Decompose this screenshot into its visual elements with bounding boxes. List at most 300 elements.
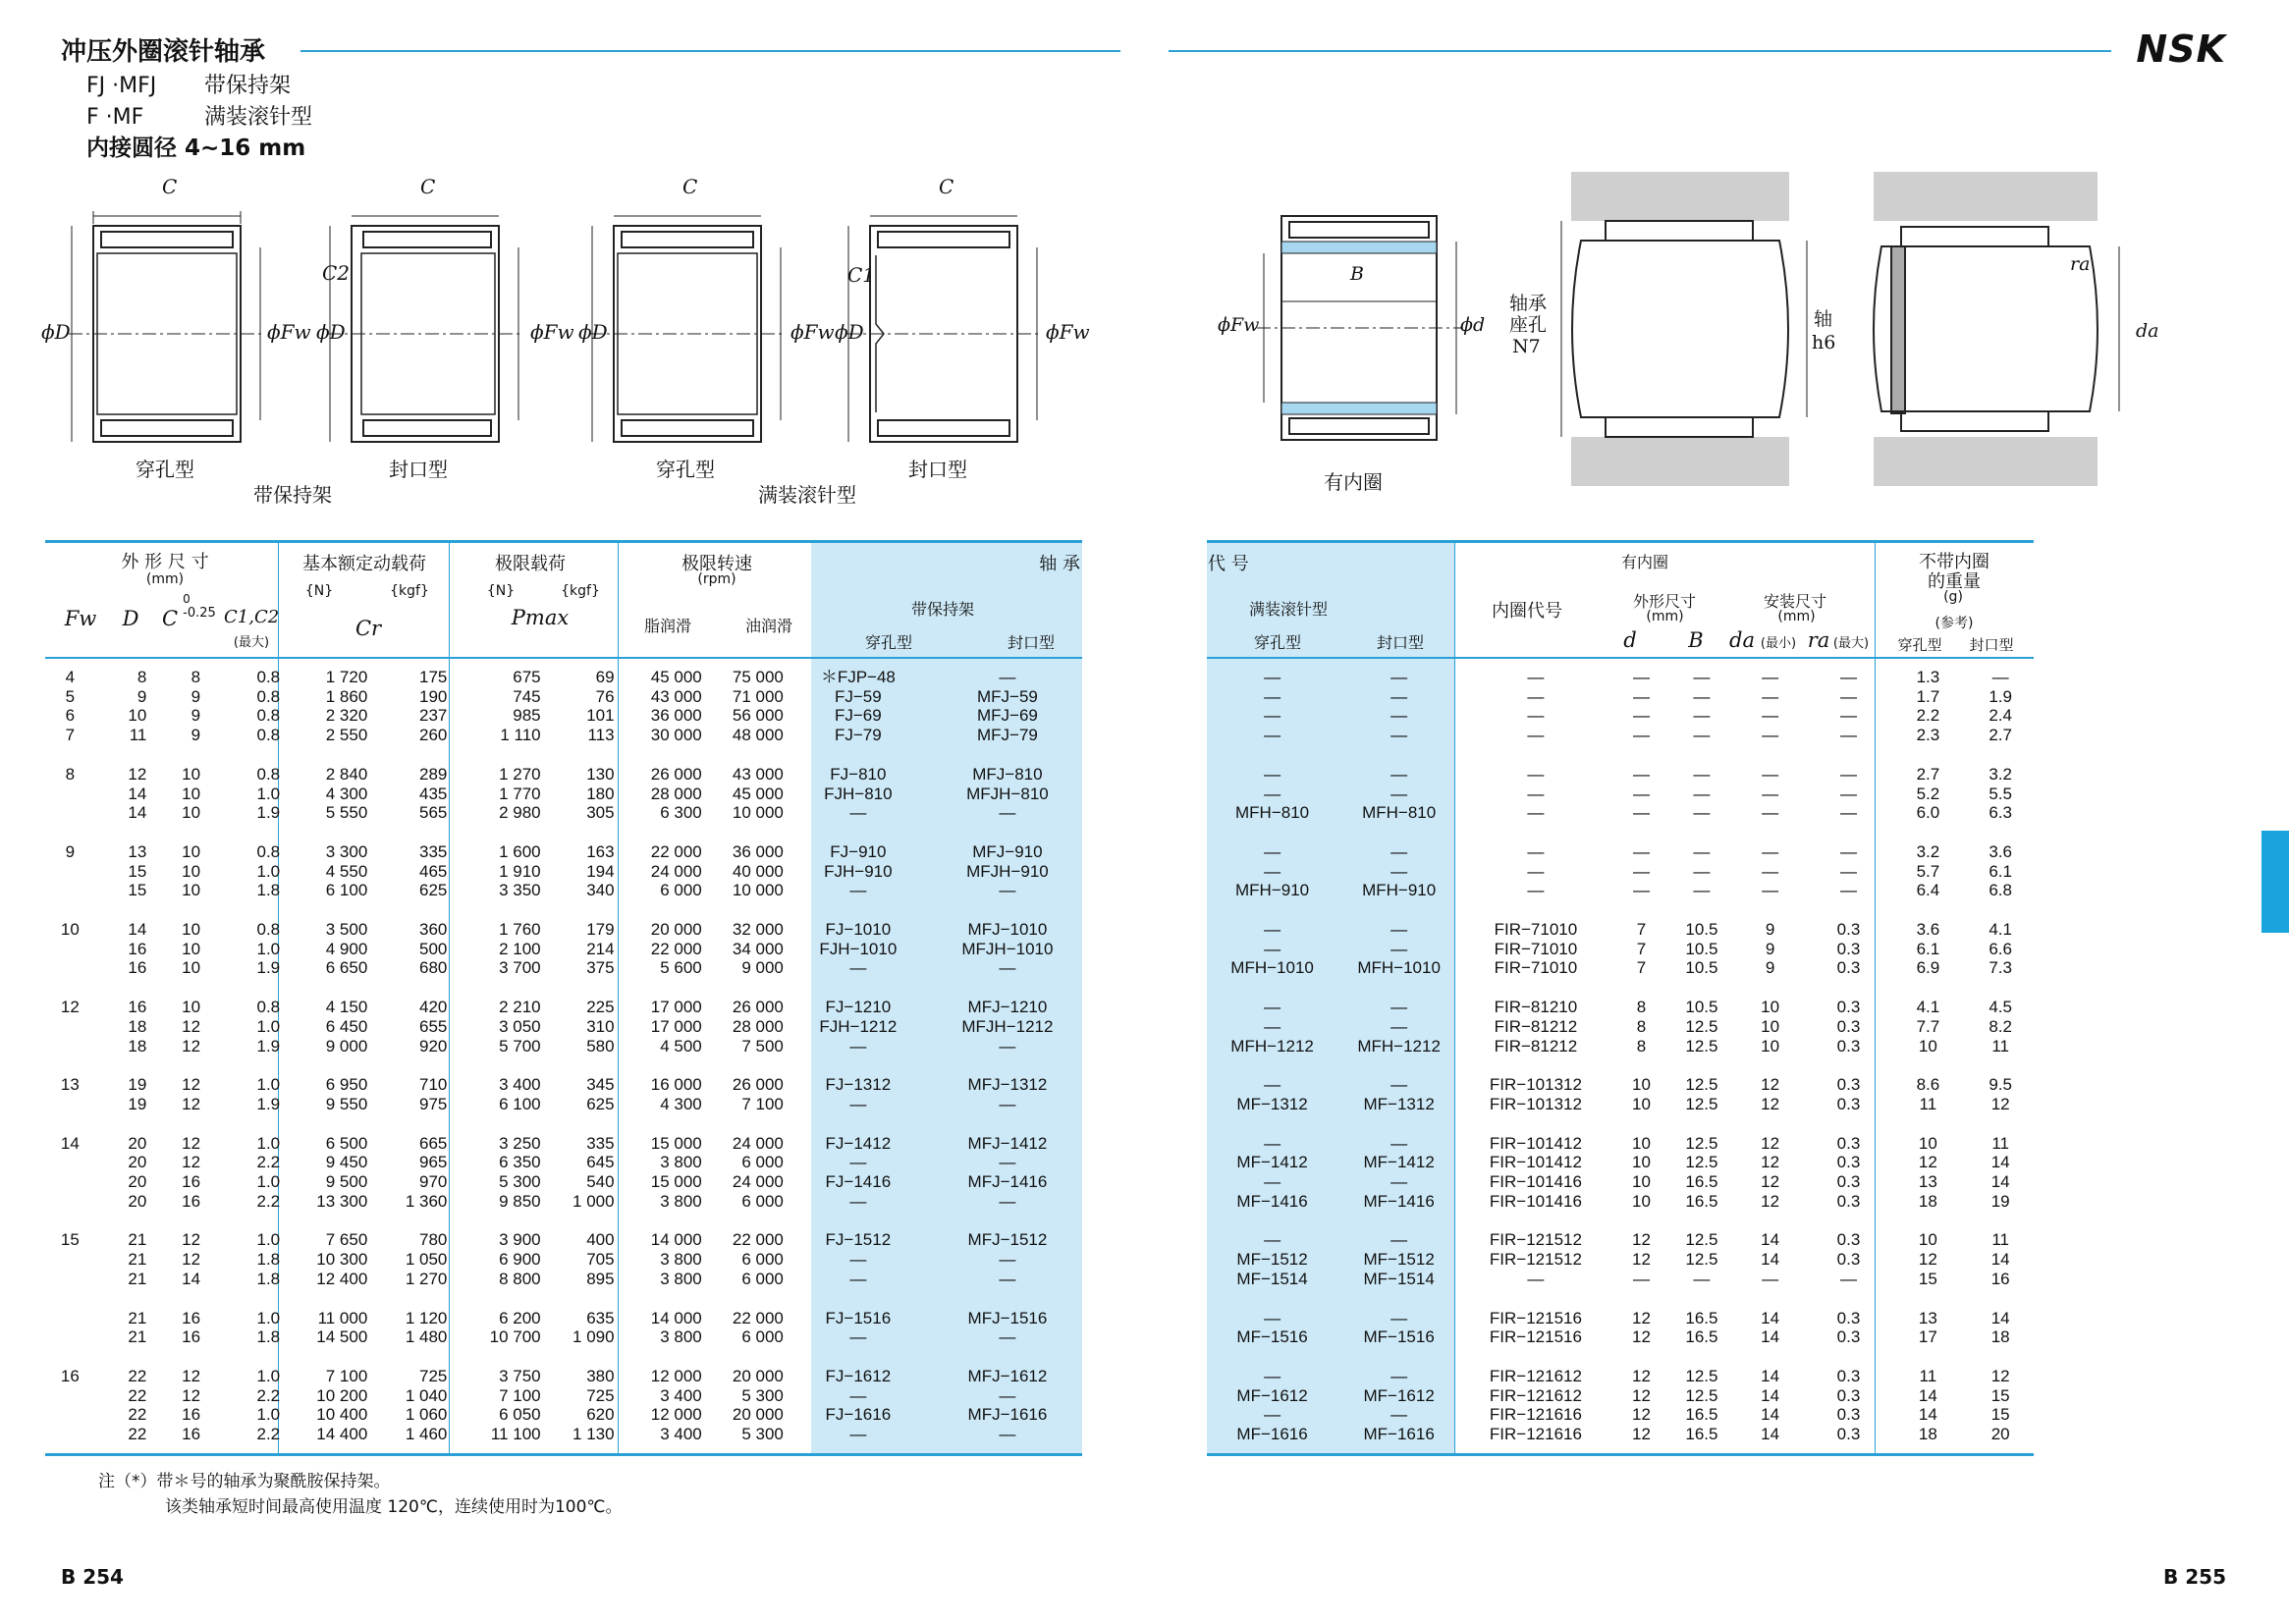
cell-pmax-n: 1 910 [499, 861, 541, 881]
cell-fw [45, 1270, 95, 1289]
cell-cr-kgf: 665 [418, 1133, 448, 1153]
cell-full-closed: MFH−910 [1362, 881, 1437, 900]
cell-inner-code: FIR−121512 [1489, 1230, 1582, 1250]
cell-c: 10 [182, 764, 201, 784]
cell-c: 10 [182, 920, 201, 940]
cell-weight-through: 6.9 [1916, 958, 1940, 978]
cell-d: 19 [128, 1075, 147, 1095]
cell-cr-n: 2 840 [325, 764, 368, 784]
cell-pmax-kgf: 1 090 [572, 1327, 615, 1347]
cell-speed-oil: 5 300 [741, 1425, 784, 1444]
cell-d: — [1632, 726, 1650, 745]
cell-cr-kgf: 360 [418, 920, 448, 940]
cell-full-closed: — [1390, 1133, 1408, 1153]
page-number-left: B 254 [61, 1565, 124, 1589]
cell-pmax-n: 3 400 [499, 1075, 541, 1095]
cell-b: 12.5 [1685, 1366, 1718, 1385]
cell-ra: — [1839, 706, 1857, 726]
cell-d: 18 [128, 1036, 147, 1056]
cell-speed-oil: 75 000 [732, 668, 784, 686]
cell-weight-through: 12 [1918, 1153, 1937, 1172]
cell-c1c2: 1.0 [256, 1172, 281, 1192]
caption-closed: 封口型 [908, 458, 967, 481]
cell-inner-code: FIR−121512 [1489, 1250, 1582, 1270]
cell-d: 22 [128, 1405, 147, 1425]
cell-c1c2: 1.0 [256, 939, 281, 958]
cell-speed-grease: 3 400 [660, 1385, 702, 1405]
hdr-pmax: Pmax [511, 606, 570, 629]
cell-da: 14 [1761, 1308, 1780, 1327]
cell-d: 16 [128, 958, 147, 978]
hdr-da: da [1729, 628, 1755, 652]
cell-inner-code: — [1527, 764, 1545, 784]
cell-c: 10 [182, 841, 201, 861]
table-row [1207, 785, 2034, 804]
cell-d: 20 [128, 1153, 147, 1172]
cell-speed-grease: 22 000 [650, 841, 702, 861]
cell-code-through: — [849, 1191, 867, 1211]
cell-code-closed: MFJH−910 [966, 861, 1049, 881]
cell-speed-grease: 5 600 [660, 958, 702, 978]
cell-full-closed: MF−1514 [1363, 1269, 1435, 1288]
cell-cr-n: 12 400 [316, 1269, 368, 1288]
cell-full-through: — [1264, 998, 1281, 1017]
table-row [45, 1250, 1082, 1270]
cell-weight-through: 2.7 [1916, 764, 1940, 784]
cell-pmax-kgf: 540 [586, 1172, 615, 1192]
cell-c: 12 [182, 1366, 201, 1385]
cell-d: 12 [1632, 1308, 1651, 1327]
cell-speed-oil: 40 000 [732, 861, 784, 881]
cell-da: 10 [1761, 1016, 1780, 1036]
table-row [45, 1230, 1082, 1250]
cell-cr-kgf: 420 [418, 998, 448, 1017]
cell-c: 10 [182, 784, 201, 803]
cell-full-closed: MF−1312 [1363, 1094, 1435, 1113]
cell-fw [45, 1425, 95, 1444]
cell-weight-closed: 4.1 [1989, 920, 2012, 940]
cell-da: — [1762, 881, 1779, 900]
cell-d: 14 [128, 784, 147, 803]
cell-full-closed: MF−1616 [1363, 1425, 1435, 1444]
type-code: F ·MF [86, 105, 144, 130]
hdr-inner: 有内圈 [1620, 553, 1668, 571]
cell-speed-grease: 3 800 [660, 1269, 702, 1288]
hdr-limit-load: 极限载荷 [495, 554, 566, 574]
cell-pmax-n: 6 350 [499, 1153, 541, 1172]
cell-cr-n: 10 200 [316, 1385, 368, 1405]
hdr-c1c2: C1,C2 [224, 607, 280, 627]
cell-da: 12 [1761, 1094, 1780, 1113]
cell-pmax-kgf: 163 [586, 841, 615, 861]
cell-code-through: FJ−1416 [825, 1172, 892, 1192]
cell-weight-through: 14 [1918, 1385, 1937, 1405]
cell-d: 19 [128, 1094, 147, 1113]
cell-d: 8 [1636, 998, 1647, 1017]
cell-speed-grease: 14 000 [650, 1230, 702, 1250]
cell-b: — [1693, 706, 1711, 726]
cell-ra: — [1839, 881, 1857, 900]
dim-label-fw: ϕFw [1046, 320, 1090, 344]
table-row [1207, 862, 2034, 882]
cell-code-through: FJH−1212 [819, 1016, 898, 1036]
cell-inner-code: — [1527, 881, 1545, 900]
cell-weight-closed: 3.6 [1989, 841, 2012, 861]
cell-cr-n: 6 100 [325, 881, 368, 900]
cell-inner-code: — [1527, 784, 1545, 803]
cell-weight-closed: 11 [1991, 1133, 2009, 1153]
cell-speed-oil: 26 000 [732, 998, 784, 1017]
cell-full-through: MF−1514 [1236, 1269, 1308, 1288]
cell-code-closed: MFJ−69 [976, 706, 1038, 726]
cell-pmax-kgf: 340 [586, 881, 615, 900]
group-spacer [45, 1211, 1082, 1230]
cell-c: 10 [182, 861, 201, 881]
cell-c1c2: 1.9 [256, 1036, 281, 1056]
cell-code-closed: — [999, 1250, 1016, 1270]
cell-fw: 12 [60, 998, 80, 1017]
hdr-code: 代 号 [1208, 554, 1249, 574]
table-row [1207, 1250, 2034, 1270]
cell-code-through: — [849, 1385, 867, 1405]
hdr-grease: 脂润滑 [643, 617, 691, 635]
cell-weight-closed: 15 [1990, 1385, 2010, 1405]
cell-c1c2: 0.8 [256, 920, 281, 940]
cell-cr-n: 1 720 [325, 668, 368, 686]
cell-d: 21 [128, 1230, 147, 1250]
cell-weight-closed: 20 [1990, 1425, 2010, 1444]
cell-pmax-kgf: 180 [586, 784, 615, 803]
cell-inner-code: FIR−101416 [1489, 1191, 1582, 1211]
cell-ra: — [1839, 1269, 1857, 1288]
cell-c1c2: 1.0 [256, 1308, 281, 1327]
cell-full-through: MFH−1212 [1230, 1036, 1314, 1056]
cell-weight-through: 13 [1918, 1172, 1937, 1192]
cell-code-closed: MFJH−1212 [961, 1016, 1054, 1036]
table-row [45, 1327, 1082, 1347]
cell-full-through: MF−1612 [1236, 1385, 1308, 1405]
cell-ra: — [1839, 784, 1857, 803]
cell-code-closed: MFJ−79 [976, 726, 1038, 745]
cell-inner-code: FIR−81210 [1494, 998, 1578, 1017]
cell-c: 10 [182, 939, 201, 958]
cell-b: — [1693, 764, 1711, 784]
dim-label-fw: ϕFw [1218, 314, 1260, 336]
cell-b: 12.5 [1685, 1075, 1718, 1095]
cell-d: 12 [1632, 1250, 1651, 1270]
hdr-weight: 不带内圈 [1919, 552, 1989, 572]
cell-code-through: FJ−1210 [825, 998, 892, 1017]
cell-full-through: MF−1412 [1236, 1153, 1308, 1172]
cell-pmax-n: 1 770 [499, 784, 541, 803]
cell-c1c2: 0.8 [256, 706, 281, 726]
cell-full-closed: — [1390, 1172, 1408, 1192]
cell-da: 14 [1761, 1230, 1780, 1250]
cell-b: — [1693, 881, 1711, 900]
cell-fw [45, 1192, 95, 1212]
cell-ra: — [1839, 726, 1857, 745]
cell-cr-kgf: 335 [418, 841, 448, 861]
cell-fw: 9 [65, 841, 76, 861]
table-row [45, 1386, 1082, 1406]
cell-code-through: FJ−1616 [825, 1405, 892, 1425]
hdr-dynamic-load: 基本额定动载荷 [302, 554, 426, 574]
table-row [45, 940, 1082, 959]
hdr-c: C [161, 607, 179, 630]
cell-da: 12 [1761, 1172, 1780, 1192]
cell-cr-n: 4 300 [325, 784, 368, 803]
cell-pmax-n: 6 100 [499, 1094, 541, 1113]
table-row [45, 1153, 1082, 1172]
group-spacer [45, 1347, 1082, 1367]
cell-d: 18 [128, 1016, 147, 1036]
cell-cr-n: 9 500 [325, 1172, 368, 1192]
cell-ra: 0.3 [1836, 958, 1861, 978]
cell-weight-through: 5.2 [1916, 784, 1940, 803]
cell-fw [45, 1386, 95, 1406]
cell-d: 11 [129, 726, 147, 745]
table-row [45, 706, 1082, 726]
cell-cr-n: 10 300 [316, 1250, 368, 1270]
dim-label-d: ϕD [835, 320, 864, 344]
cell-speed-oil: 6 000 [741, 1269, 784, 1288]
cell-pmax-kgf: 400 [586, 1230, 615, 1250]
cell-full-through: MF−1516 [1236, 1327, 1308, 1347]
type-line-full [86, 100, 312, 131]
spec-table-left [45, 668, 1082, 1444]
table-row [1207, 1095, 2034, 1114]
table-row [1207, 687, 2034, 707]
cell-speed-grease: 15 000 [650, 1172, 702, 1192]
cell-ra: 0.3 [1836, 1153, 1861, 1172]
cell-pmax-kgf: 645 [586, 1153, 615, 1172]
cell-b: 12.5 [1685, 1250, 1718, 1270]
cell-speed-grease: 15 000 [650, 1133, 702, 1153]
cell-pmax-n: 1 600 [499, 841, 541, 861]
cell-c: 16 [182, 1308, 201, 1327]
cell-code-closed: MFJ−1512 [967, 1230, 1048, 1250]
cell-full-closed: — [1390, 706, 1408, 726]
cell-da: 9 [1765, 939, 1775, 958]
cell-cr-kgf: 465 [418, 861, 448, 881]
cell-cr-kgf: 970 [418, 1172, 448, 1192]
cell-d: 12 [128, 764, 147, 784]
cell-c1c2: 1.0 [256, 1230, 281, 1250]
cell-inner-code: — [1527, 726, 1545, 745]
cell-d: 15 [128, 861, 147, 881]
cell-cr-n: 14 400 [316, 1425, 368, 1444]
cell-d: 9 [136, 686, 147, 706]
cell-c1c2: 2.2 [256, 1385, 281, 1405]
cell-pmax-kgf: 305 [586, 803, 615, 823]
cell-full-closed: — [1390, 726, 1408, 745]
cell-da: 14 [1761, 1327, 1780, 1347]
cell-da: 10 [1761, 1036, 1780, 1056]
cell-speed-grease: 3 800 [660, 1153, 702, 1172]
cell-full-closed: MF−1412 [1363, 1153, 1435, 1172]
cell-pmax-kgf: 130 [586, 764, 615, 784]
cell-c1c2: 1.9 [256, 1094, 281, 1113]
cell-code-through: FJ−810 [830, 764, 887, 784]
hdr-speed: 极限转速 [681, 554, 752, 574]
dim-label-c: C [682, 175, 698, 198]
cell-weight-through: 18 [1918, 1425, 1937, 1444]
cell-d: 12 [1632, 1405, 1651, 1425]
bearing-diagrams-right [1218, 172, 2159, 486]
group-spacer [1207, 1211, 2034, 1230]
cell-d: 16 [128, 939, 147, 958]
cell-pmax-n: 6 900 [499, 1250, 541, 1270]
cell-d: 22 [128, 1385, 147, 1405]
cell-c: 16 [182, 1191, 201, 1211]
cell-weight-closed: 6.8 [1989, 881, 2012, 900]
cell-d: 10 [128, 706, 147, 726]
cell-weight-through: 1.7 [1916, 686, 1940, 706]
cell-d: — [1632, 706, 1650, 726]
cell-da: — [1762, 784, 1779, 803]
cell-pmax-n: 2 210 [499, 998, 541, 1017]
cell-fw [45, 1327, 95, 1347]
cell-d: — [1632, 668, 1650, 686]
cell-weight-through: 10 [1918, 1133, 1937, 1153]
cell-d: 21 [128, 1308, 147, 1327]
cell-ra: 0.3 [1836, 920, 1861, 940]
cell-cr-kgf: 190 [418, 686, 448, 706]
dim-label-b: B [1350, 263, 1364, 285]
housing-label-1: 轴承 [1509, 293, 1548, 314]
cell-d: 8 [1636, 1016, 1647, 1036]
cell-ra: 0.3 [1836, 1308, 1861, 1327]
table-row [45, 1017, 1082, 1037]
cell-fw: 4 [65, 668, 76, 686]
cell-full-closed: — [1390, 861, 1408, 881]
cell-b: 10.5 [1685, 958, 1718, 978]
cell-pmax-n: 3 350 [499, 881, 541, 900]
cell-pmax-n: 2 980 [499, 803, 541, 823]
cell-code-closed: — [999, 1191, 1016, 1211]
cell-b: — [1693, 686, 1711, 706]
cell-cr-kgf: 1 060 [405, 1405, 448, 1425]
cell-d: 14 [128, 920, 147, 940]
cell-code-through: FJ−910 [830, 841, 887, 861]
cell-weight-closed: 4.5 [1989, 998, 2012, 1017]
cell-c: 12 [182, 1075, 201, 1095]
cell-c1c2: 0.8 [256, 668, 281, 686]
cell-cr-kgf: 780 [418, 1230, 448, 1250]
cell-weight-closed: 3.2 [1989, 764, 2012, 784]
hdr-fw: Fw [64, 607, 97, 630]
cell-c1c2: 0.8 [256, 841, 281, 861]
cell-speed-oil: 10 000 [732, 881, 784, 900]
cell-code-closed: — [999, 1036, 1016, 1056]
cell-full-through: — [1264, 706, 1281, 726]
cell-code-closed: — [999, 1425, 1016, 1444]
cell-speed-oil: 6 000 [741, 1153, 784, 1172]
cell-speed-oil: 26 000 [732, 1075, 784, 1095]
cell-cr-kgf: 435 [418, 784, 448, 803]
cell-c1c2: 0.8 [256, 998, 281, 1017]
cell-inner-code: FIR−71010 [1494, 958, 1578, 978]
cell-c: 9 [191, 726, 201, 745]
cell-c: 14 [182, 1269, 201, 1288]
table-top-rule [1207, 540, 2034, 543]
cell-b: 16.5 [1685, 1172, 1718, 1192]
cell-weight-through: 6.4 [1916, 881, 1940, 900]
table-row [45, 998, 1082, 1017]
cell-code-closed: MFJH−1010 [961, 939, 1054, 958]
cell-da: — [1762, 1269, 1779, 1288]
table-row [1207, 668, 2034, 687]
cell-speed-oil: 36 000 [732, 841, 784, 861]
cell-full-closed: — [1390, 841, 1408, 861]
cell-fw [45, 940, 95, 959]
cell-d: 7 [1636, 939, 1647, 958]
cell-cr-kgf: 260 [418, 726, 448, 745]
cell-cr-kgf: 1 360 [405, 1191, 448, 1211]
cell-c: 10 [182, 881, 201, 900]
cell-pmax-n: 9 850 [499, 1191, 541, 1211]
cell-pmax-kgf: 310 [586, 1016, 615, 1036]
cell-speed-oil: 34 000 [732, 939, 784, 958]
cell-b: — [1693, 1269, 1711, 1288]
cell-b: — [1693, 784, 1711, 803]
dim-label-da: da [2136, 320, 2159, 342]
cell-inner-code: FIR−121612 [1489, 1366, 1582, 1385]
cell-weight-closed: 18 [1990, 1327, 2010, 1347]
diagram-mounting [1874, 172, 2119, 486]
cell-d: 12 [1632, 1327, 1651, 1347]
cell-fw [45, 785, 95, 804]
cell-pmax-kgf: 179 [586, 920, 615, 940]
diagram-full-through [589, 216, 786, 442]
table-row [45, 1425, 1082, 1444]
table-row [1207, 765, 2034, 785]
cell-code-through: — [849, 1153, 867, 1172]
cell-d: 22 [128, 1366, 147, 1385]
cell-d: 8 [136, 668, 147, 686]
cell-da: 14 [1761, 1366, 1780, 1385]
hdr-c-tol2: -0.25 [183, 606, 216, 621]
hdr-through: 穿孔型 [864, 633, 912, 652]
cell-weight-closed: 14 [1990, 1308, 2010, 1327]
cell-full-closed: MF−1416 [1363, 1191, 1435, 1211]
diagram-full-closed [845, 216, 1042, 442]
cell-speed-oil: 7 500 [741, 1036, 784, 1056]
hdr-max: (最大) [233, 635, 270, 650]
table-row [45, 687, 1082, 707]
cell-ra: — [1839, 686, 1857, 706]
group-spacer [1207, 900, 2034, 920]
table-header-rule [1207, 657, 2034, 659]
cell-weight-through: 18 [1918, 1191, 1937, 1211]
cell-full-closed: — [1390, 784, 1408, 803]
cell-weight-closed: 6.3 [1989, 803, 2012, 823]
cell-weight-through: 1.3 [1916, 668, 1940, 686]
cell-inner-code: — [1527, 861, 1545, 881]
table-bottom-rule [45, 1453, 1082, 1456]
cell-cr-n: 10 400 [316, 1405, 368, 1425]
hdr-weight-closed: 封口型 [1969, 636, 2014, 654]
cell-inner-code: FIR−121516 [1489, 1327, 1582, 1347]
cell-d: — [1632, 803, 1650, 823]
table-row [45, 1367, 1082, 1386]
cell-code-closed: — [999, 803, 1016, 823]
cell-pmax-kgf: 620 [586, 1405, 615, 1425]
hdr-inner-code: 内圈代号 [1492, 601, 1562, 622]
cell-fw: 10 [60, 920, 80, 940]
cell-speed-oil: 22 000 [732, 1230, 784, 1250]
table-header-rule [45, 657, 1082, 659]
